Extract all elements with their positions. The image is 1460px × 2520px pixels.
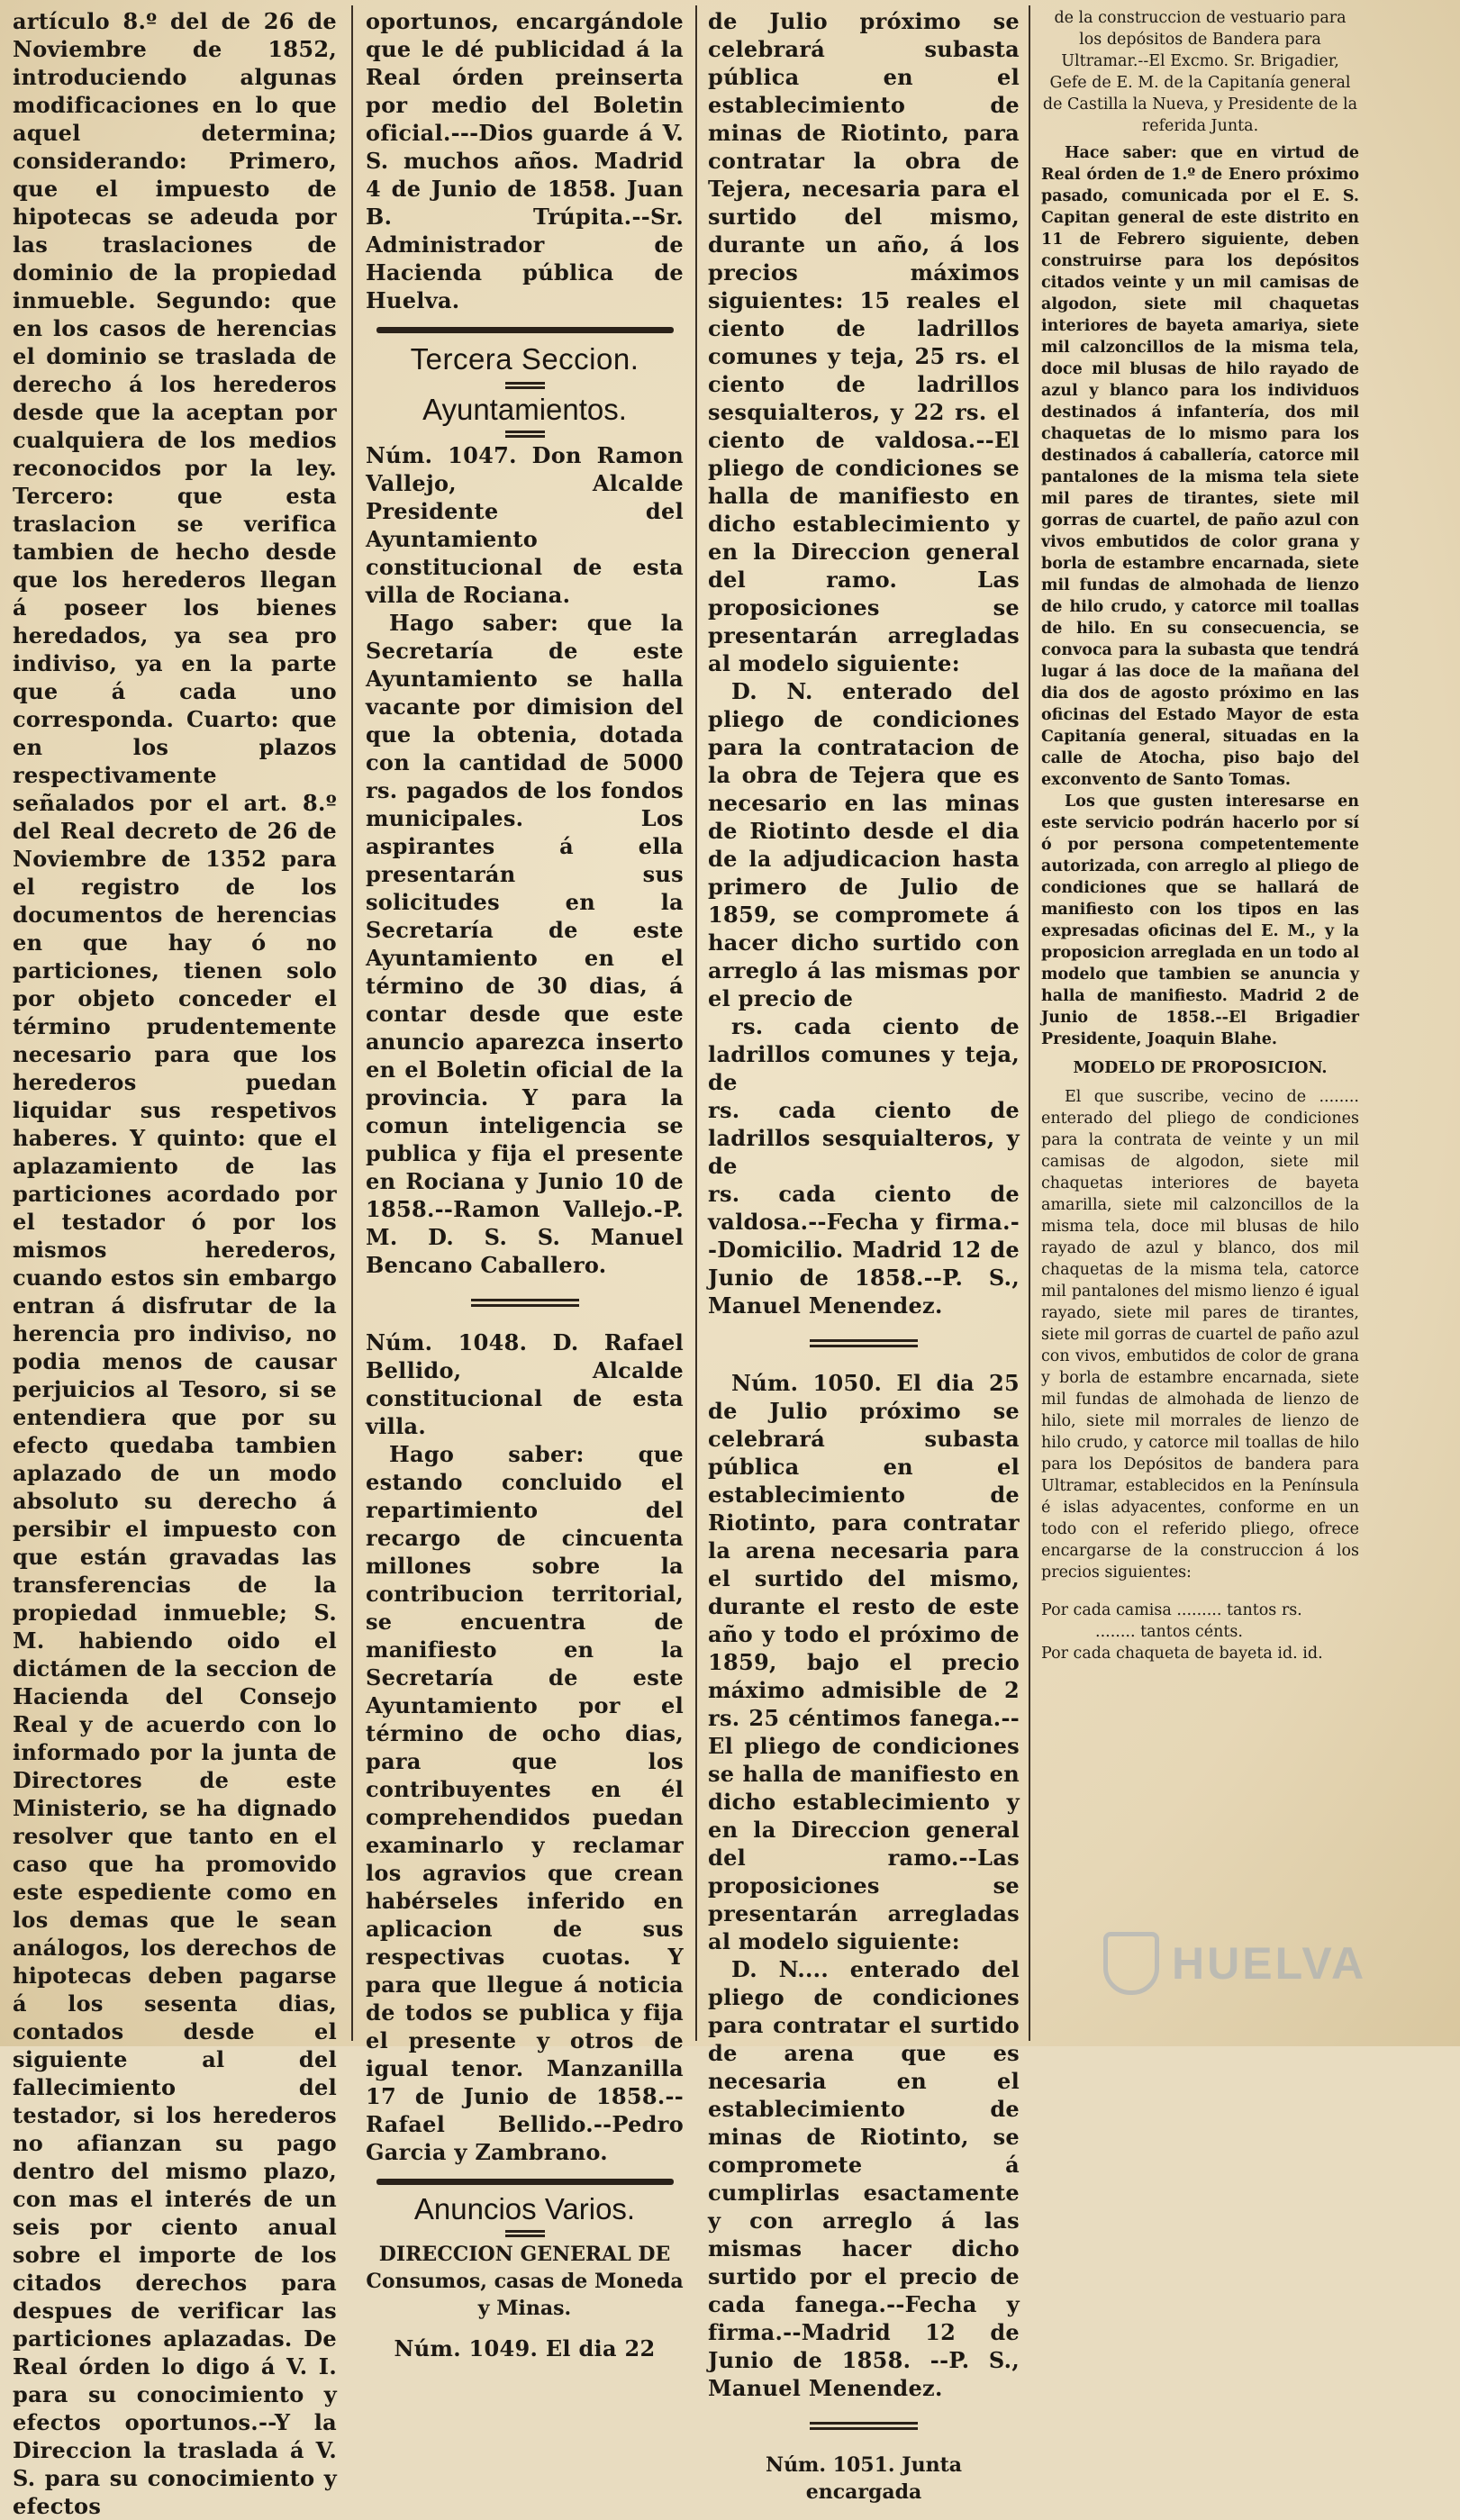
notice-1049-start: Núm. 1049. El dia 22 xyxy=(394,2335,656,2361)
huelva-watermark xyxy=(1103,1927,1383,1999)
column-1 xyxy=(7,7,342,2519)
price-line: rs. cada ciento de ladrillos sesquialteros, y de xyxy=(708,1097,1020,1179)
double-rule xyxy=(505,382,545,389)
price-line: rs. cada ciento de ladrillos comunes y teja, de xyxy=(708,1013,1020,1095)
notice-1048-body: Hago saber: que estando concluido el repartimiento del recargo de cincuenta millones sobre la contribucion territorial, se encuentra de manifiesto en la Secretaría de este Ayuntamiento por el término de ocho dias, para que los contribuyentes en él comprehendidos puedan examinarlo y reclamar los agravios que crean habérseles inferido en aplicacion de sus respectivas cuotas. Y para que llegue á noticia de todos se publica y fija el presente y otros de igual tenor. Manzanilla 17 de Junio de 1858.--Rafael Bellido.--Pedro Garcia y Zambrano. xyxy=(366,1441,684,2165)
junta-heading: de la construccion de vestuario para los depósitos de Bandera para Ultramar.--El Excmo. Sr. Brigadier, Gefe de E. M. de la Capitanía general de Castilla la Nueva, y Presidente de la referida Junta. xyxy=(1042,9,1358,135)
anuncios-title: Anuncios Varios. xyxy=(413,2192,636,2225)
section-divider xyxy=(376,2179,674,2185)
price-line: rs. cada ciento de valdosa.--Fecha y firma.--Domicilio. Madrid 12 de Junio de 1858.--P. S., Manuel Menendez. xyxy=(708,1181,1020,1319)
price-line: Por cada camisa ......... tantos rs. xyxy=(1041,1601,1302,1619)
column-3 xyxy=(703,7,1025,2504)
double-rule xyxy=(505,2230,545,2237)
order-conclusion: oportunos, encargándole que le dé publicidad á la Real órden preinserta por medio del Boletin oficial.---Dios guarde á V. S. muchos años. Madrid 4 de Junio de 1858. Juan B. Trúpita.--Sr. Administrador de Hacienda pública de Huelva. xyxy=(366,8,684,313)
column-4 xyxy=(1036,7,1365,2037)
section-title: Tercera Seccion. xyxy=(410,342,639,376)
notice-1047-body: Hago saber: que la Secretaría de este Ayuntamiento se halla vacante por dimision del que la obtenia, dotada con la cantidad de 5000 rs. pagados de los fondos municipales. Los aspirantes á ella presentarán sus solicitudes en la Secretaría de este Ayuntamiento en el término de 30 dias, á contar desde que este anuncio aparezca inserto en el Boletin oficial de la provincia. Y para la comun inteligencia se publica y fija el presente en Rociana y Junio 10 de 1858.--Ramon Vallejo.-P. M. D. S. S. Manuel Bencano Caballero. xyxy=(366,610,684,1278)
conditions-paragraph: Los que gusten interesarse en este servicio podrán hacerlo por sí ó por persona competentemente autorizada, con arreglo al pliego de condiciones que se hallará de manifiesto con los tipos en las expresadas oficinas del E. M., y la proposicion arreglada en un todo al modelo que tambien se anuncia y halla de manifiesto. Madrid 2 de Junio de 1858.--El Brigadier Presidente, Joaquin Blahe. xyxy=(1041,793,1359,1048)
model-title: MODELO DE PROPOSICION. xyxy=(1073,1059,1328,1077)
section-divider xyxy=(376,327,674,333)
watermark-text: HUELVA xyxy=(1172,1938,1367,1989)
direccion-heading: DIRECCION GENERAL DE Consumos, casas de Moneda y Minas. xyxy=(366,2243,684,2320)
notice-1050-model: D. N.... enterado del pliego de condiciones para contratar el surtido de arena que es necesaria en el establecimiento de minas de Riotinto, se compromete á cumplirlas esactamente y con arreglo á las mismas hacer dicho surtido por el precio de cada fanega.--Fecha y firma.--Madrid 12 de Junio de 1858. --P. S., Manuel Menendez. xyxy=(708,1956,1020,2401)
notice-1049-body: de Julio próximo se celebrará subasta pública en el establecimiento de minas de Riotinto, para contratar la obra de Tejera, necesaria para el surtido del mismo, durante un año, á los precios máximos siguientes: 15 reales el ciento de ladrillos comunes y teja, 25 rs. el ciento de ladrillos sesquialteros, y 22 rs. el ciento de valdosa.--El pliego de condiciones se halla de manifiesto en dicho establecimiento y en la Direccion general del ramo. Las proposiciones se presentarán arregladas al modelo siguiente: xyxy=(708,8,1020,676)
notice-1048-heading: Núm. 1048. D. Rafael Bellido, Alcalde constitucional de esta villa. xyxy=(366,1329,684,1439)
notice-separator xyxy=(810,1339,918,1347)
column-rule xyxy=(695,5,697,2041)
notice-separator xyxy=(810,2422,918,2430)
subsection-title: Ayuntamientos. xyxy=(422,393,627,426)
model-body: El que suscribe, vecino de ........ enterado del pliego de condiciones para la contrata de veinte y un mil camisas de algodon, siete mil chaquetas interiores de bayeta amarilla, siete mil calzoncillos de la misma tela, doce mil blusas de hilo rayado de azul y blanco, dos mil chaquetas de la misma tela, catorce mil pantalones del mismo lienzo é igual rayado, siete mil pares de tirantes, siete mil gorras de cuartel de paño azul con vivos, embutidos de color de grana y borla de estambre encarnada, siete mil fundas de almohada de lienzo de hilo, siete mil morrales de lienzo de hilo crudo, y catorce mil toallas de hilo para los Depósitos de bandera para Ultramar, establecidos en la Península é islas adyacentes, conforme en un todo con el referido pliego, ofrece encargarse de la construccion á los precios siguientes: xyxy=(1041,1088,1359,1582)
price-line: ........ tantos cénts. xyxy=(1095,1623,1243,1641)
double-rule xyxy=(505,431,545,438)
hace-saber-body: Hace saber: que en virtud de Real órden de 1.º de Enero próximo pasado, comunicada por el E. S. Capitan general de este distrito en 11 de Febrero siguiente, deben construirse para los depósitos citados veinte y un mil camisas de algodon, siete mil chaquetas interiores de bayeta amariya, siete mil calzoncillos de la misma tela, doce mil blusas de hilo rayado de azul y blanco para los individuos destinados á infantería, dos mil chaquetas de lo mismo para los destinados á caballería, catorce mil pantalones de la misma tela siete mil pares de tirantes, siete mil gorras de cuartel, de paño azul con vivos embutidos de color grana y borla de estambre encarnada, siete mil fundas de almohada de lienzo de hilo crudo, y catorce mil toallas de hilo. En su consecuencia, se convoca para la subasta que tendrá lugar á las doce de la mañana del dia dos de agosto próximo en las oficinas del Estado Mayor de esta Capitanía general, situadas en la calle de Atocha, piso bajo del exconvento de Santo Tomas. xyxy=(1041,144,1359,789)
notice-1049-model: D. N. enterado del pliego de condiciones para la contratacion de la obra de Tejera que es necesario en las minas de Riotinto desde el dia de la adjudicacion hasta primero de Julio de 1859, se compromete á hacer dicho surtido con arreglo á las mismas por el precio de xyxy=(708,678,1020,1011)
article-continuation: artículo 8.º del de 26 de Noviembre de 1852, introduciendo algunas modificaciones en lo que aquel determina; considerando: Primero, que el impuesto de hipotecas se adeuda por las traslaciones de dominio de la propiedad inmueble. Segundo: que en los casos de herencias el dominio se traslada de derecho á los herederos desde que la aceptan por cualquiera de los medios reconocidos por la ley. Tercero: que esta traslacion se verifica tambien de hecho desde que los herederos llegan á poseer los bienes heredados, ya sea pro indiviso, ya en la parte que á cada uno corresponda. Cuarto: que en los plazos respectivamente señalados por el art. 8.º del Real decreto de 26 de Noviembre de 1352 para el registro de los documentos de herencias en que hay ó no particiones, tienen solo por objeto conceder el término prudentemente necesario para que los herederos puedan liquidar sus respetivos haberes. Y quinto: que el aplazamiento de las particiones acordado por el testador ó por los mismos herederos, cuando estos sin embargo entran á disfrutar de la herencia pro indiviso, no podia menos de causar perjuicios al Tesoro, si se entendiera que por su efecto quedaba tambien aplazado de un modo absoluto su derecho á persibir el impuesto con que están gravadas las transferencias de la propiedad inmueble; S. M. habiendo oido el dictámen de la seccion de Hacienda del Consejo Real y de acuerdo con lo informado por la junta de Directores de este Ministerio, se ha dignado resolver que tanto en el caso que ha promovido este espediente como en los demas que le sean análogos, los derechos de hipotecas deben pagarse á los sesenta dias, contados desde el siguiente al del fallecimiento del testador, si los herederos no afianzan su pago dentro del mismo plazo, con mas el interés de un seis por ciento anual sobre el importe de los citados derechos para despues de verificar las particiones aplazadas. De Real órden lo digo á V. I. para su conocimiento y efectos oportunos.--Y la Direccion la traslada á V. S. para su conocimiento y efectos xyxy=(13,8,337,2519)
column-2 xyxy=(360,7,689,2361)
column-rule xyxy=(1029,5,1030,2041)
notice-separator xyxy=(471,1299,579,1307)
shield-icon xyxy=(1103,1932,1159,1995)
price-line: Por cada chaqueta de bayeta id. id. xyxy=(1041,1645,1323,1663)
column-rule xyxy=(351,5,353,2041)
notice-1047-heading: Núm. 1047. Don Ramon Vallejo, Alcalde Presidente del Ayuntamiento constitucional de esta villa de Rociana. xyxy=(366,442,684,608)
notice-1051-start: Núm. 1051. Junta encargada xyxy=(765,2453,963,2504)
notice-1050-body: Núm. 1050. El dia 25 de Julio próximo se celebrará subasta pública en el establecimiento de Riotinto, para contratar la arena necesaria para el surtido del mismo, durante el resto de este año y todo el próximo de 1859, bajo el precio máximo admisible de 2 rs. 25 céntimos fanega.--El pliego de condiciones se halla de manifiesto en dicho establecimiento y en la Direccion general del ramo.--Las proposiciones se presentarán arregladas al modelo siguiente: xyxy=(708,1370,1020,1954)
